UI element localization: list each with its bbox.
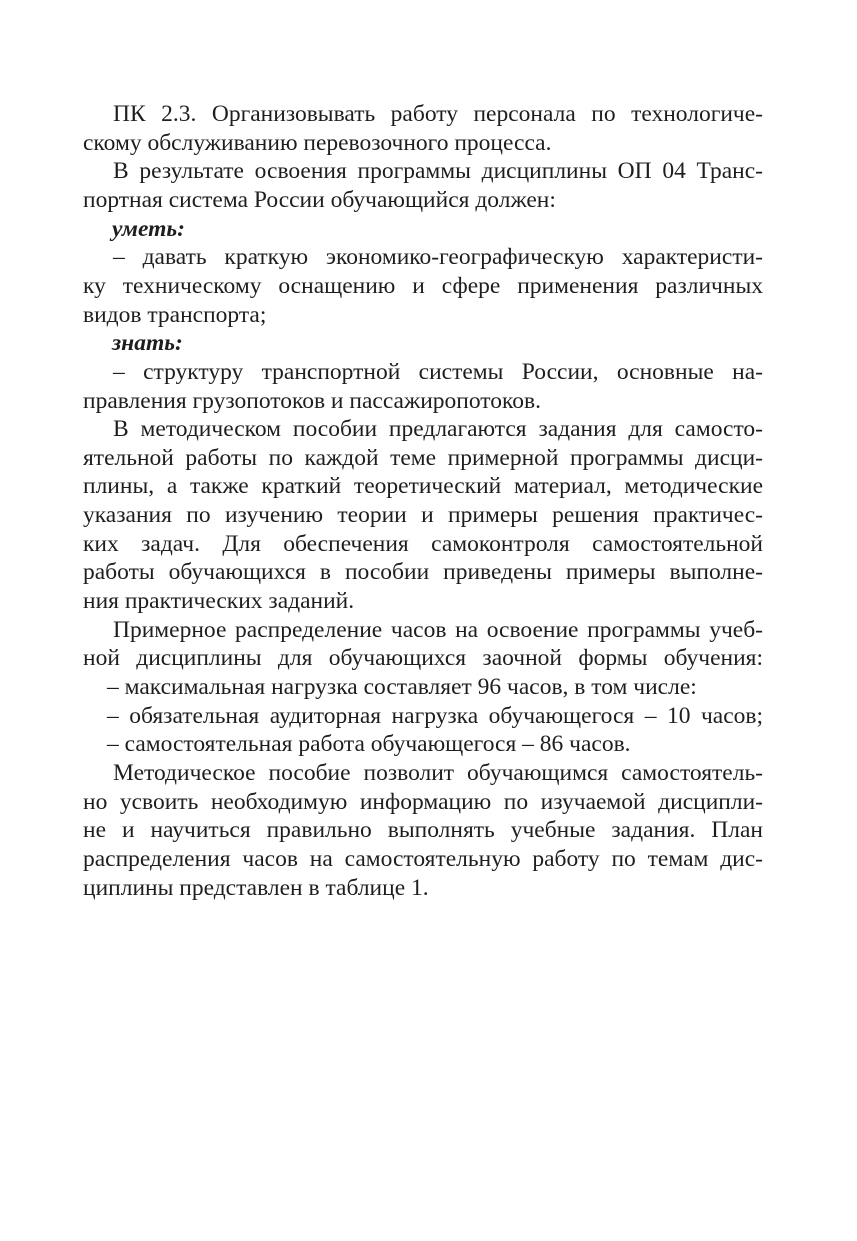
section-heading: уметь: (112, 215, 185, 242)
text-line: ку техническому оснащению и сфере применения различных (83, 272, 763, 299)
text-line: – самостоятельная работа обучающегося – 86 часов. (107, 731, 631, 758)
text-line: работы обучающихся в пособии приведены примеры выполне- (83, 559, 763, 586)
text-line: ной дисциплины для обучающихся заочной формы обучения: (83, 645, 763, 672)
text-line: ких задач. Для обеспечения самоконтроля самостоятельной (83, 530, 763, 557)
text-line: указания по изучению теории и примеры решения практичес- (83, 502, 763, 529)
text-line: но усвоить необходимую информацию по изучаемой дисципли- (83, 788, 763, 815)
text-line: ния практических заданий. (83, 588, 355, 615)
text-line: скому обслуживанию перевозочного процесса. (83, 129, 552, 156)
text-line: ПК 2.3. Организовывать работу персонала по технологиче- (113, 101, 763, 127)
section-heading: знать: (112, 330, 183, 357)
text-line: В результате освоения программы дисциплины ОП 04 Транс- (113, 158, 763, 185)
text-line: ятельной работы по каждой теме примерной программы дисци- (83, 444, 763, 471)
text-line: распределения часов на самостоятельную работу по темам дис- (83, 845, 763, 872)
text-line: Методическое пособие позволит обучающимся самостоятель- (113, 759, 763, 786)
text-line: – обязательная аудиторная нагрузка обучающегося – 10 часов; (107, 702, 763, 729)
text-line: не и научиться правильно выполнять учебные задания. План (83, 817, 763, 844)
text-line: – максимальная нагрузка составляет 96 часов, в том числе: (107, 674, 697, 700)
text-line: – давать краткую экономико-географическую характеристи- (113, 244, 763, 271)
text-line: портная система России обучающийся должен: (83, 186, 556, 213)
text-line: В методическом пособии предлагаются задания для самосто- (113, 416, 763, 443)
text-line: Примерное распределение часов на освоение программы учеб- (113, 616, 763, 643)
text-line: видов транспорта; (83, 301, 267, 328)
text-line: циплины представлен в таблице 1. (83, 874, 429, 901)
text-line: правления грузопотоков и пассажиропотоков. (83, 387, 541, 414)
text-line: – структуру транспортной системы России, основные на- (113, 358, 763, 385)
text-line: плины, а также краткий теоретический материал, методические (83, 473, 763, 500)
